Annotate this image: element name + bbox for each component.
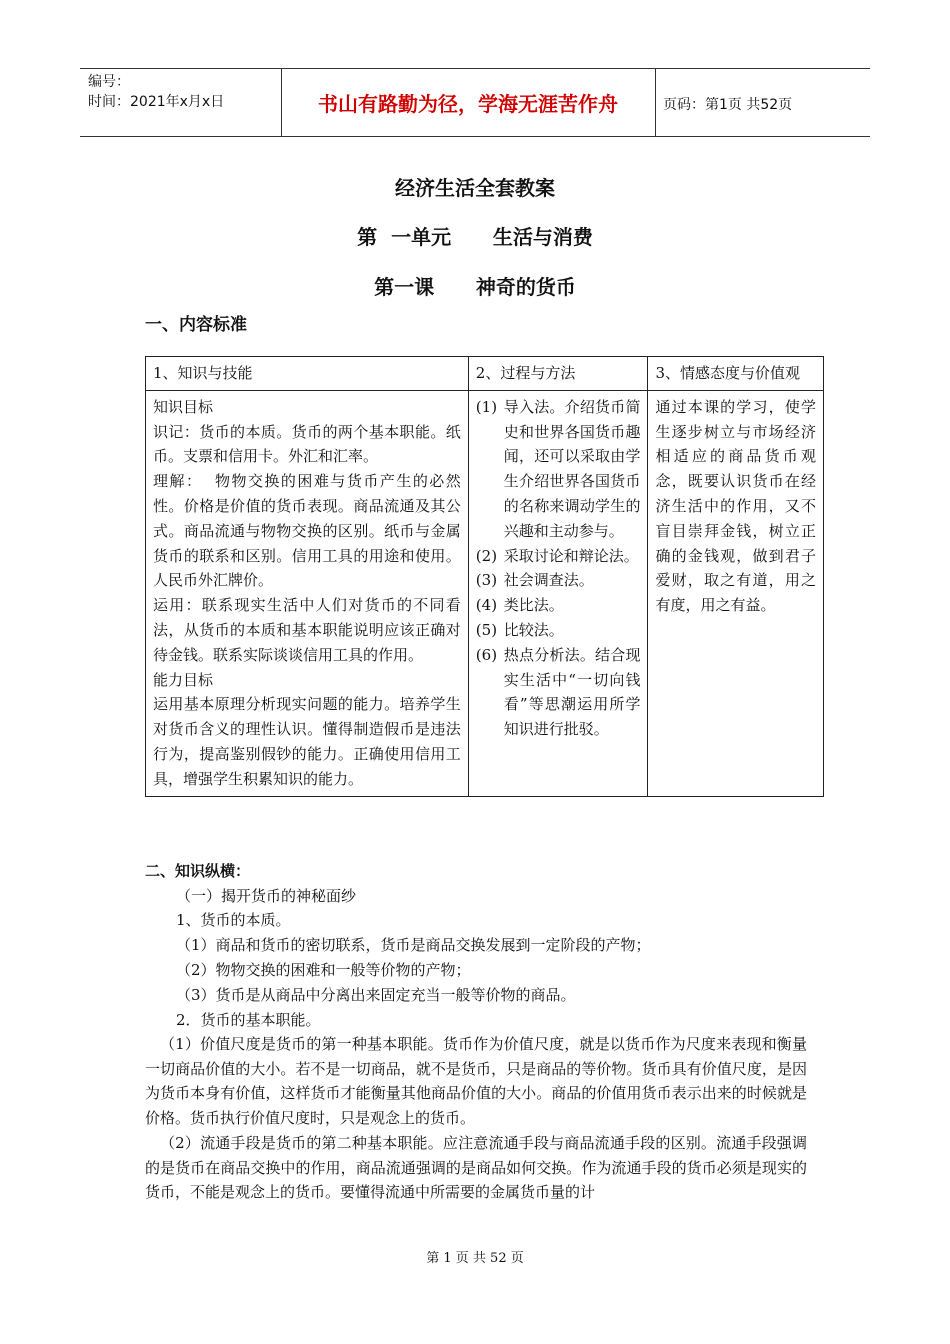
item-line: （1）商品和货币的密切联系，货币是商品交换发展到一定阶段的产物；	[176, 936, 651, 954]
lesson-title: 第一课 神奇的货币	[374, 275, 576, 299]
table-header-row	[146, 357, 824, 391]
list-text: 类比法。	[503, 596, 564, 615]
paragraph: （2）流通手段是货币的第二种基本职能。应注意流通手段与商品流通手段的区别。流通手段强调的是货币在商品交换中的作用，商品流通强调的是商品如何交换。作为流通手段的货币必须是现实的货币，不能是观念上的货币。要懂得流通中所需要的金属货币量的计	[145, 1134, 807, 1202]
process-methods-cell	[468, 390, 648, 796]
knowledge-skills-cell	[146, 390, 469, 796]
list-text: 导入法。介绍货币简史和世界各国货币趣闻，还可以采取由学生介绍世界各国货币的名称来调动学生的兴趣和主动参与。	[503, 397, 641, 540]
table-body-row	[146, 390, 824, 796]
list-item	[476, 593, 641, 618]
table-header-cell: 2、过程与方法	[468, 357, 648, 391]
list-item	[476, 568, 641, 593]
item-heading: 1、货币的本质。	[176, 911, 291, 929]
date-label: 时间：2021年x月x日	[88, 94, 225, 110]
cell-line: 知识目标	[153, 397, 214, 416]
unit-title: 第 一单元 生活与消费	[357, 225, 593, 249]
header-motto: 书山有路勤为径，学海无涯苦作舟	[318, 91, 618, 116]
content-standard-table	[145, 356, 824, 797]
list-number: (2)	[475, 546, 498, 565]
list-item	[476, 618, 641, 643]
cell-line: 运用基本原理分析现实问题的能力。培养学生对货币含义的理性认识。懂得制造假币是违法行为，提高鉴别假钞的能力。正确使用信用工具，增强学生积累知识的能力。	[153, 695, 461, 788]
header-page-info: 页码：第1页 共52页	[663, 97, 793, 113]
item-heading: 2．货币的基本职能。	[176, 1011, 321, 1029]
table-header-cell: 3、情感态度与价值观	[648, 357, 824, 391]
paragraph: （1）价值尺度是货币的第一种基本职能。货币作为价值尺度，就是以货币作为尺度来表现和衡量一切商品价值的大小。若不是一切商品，就不是货币，只是商品的等价物。货币具有价值尺度，是因为货币本身有价值，这样货币才能衡量其他商品价值的大小。商品的价值用货币表示出来的时候就是价格。货币执行价值尺度时，只是观念上的货币。	[145, 1035, 807, 1127]
section-heading: 二、知识纵横：	[145, 862, 251, 880]
section-heading: 一、内容标准	[145, 315, 247, 335]
page-footer: 第 1 页 共 52 页	[426, 1251, 524, 1266]
list-text: 采取讨论和辩论法。	[503, 546, 639, 565]
cell-line: 能力目标	[153, 670, 214, 689]
list-text: 比较法。	[503, 620, 564, 639]
list-number: (5)	[475, 620, 498, 639]
list-text: 热点分析法。结合现实生活中“一切向钱看”等思潮运用所学知识进行批驳。	[503, 645, 641, 739]
item-line: （3）货币是从商品中分离出来固定充当一般等价物的商品。	[176, 986, 576, 1004]
methods-list	[476, 395, 641, 742]
subsection-title: （一）揭开货币的神秘面纱	[176, 887, 357, 905]
item-line: （2）物物交换的困难和一般等价物的产物；	[176, 961, 471, 979]
header-bottom-rule	[80, 136, 870, 137]
list-text: 社会调查法。	[503, 571, 594, 590]
cell-line: 运用：联系现实生活中人们对货币的不同看法，从货币的本质和基本职能说明应该正确对待金钱。联系实际谈谈信用工具的作用。	[153, 596, 461, 664]
cell-line: 理解： 物物交换的困难与货币产生的必然性。价格是价值的货币表现。商品流通及其公式。商品流通与物物交换的区别。纸币与金属货币的联系和区别。信用工具的用途和使用。人民币外汇牌价。	[153, 472, 461, 590]
header-meta	[88, 72, 224, 112]
list-number: (6)	[475, 645, 498, 664]
attitude-values-cell: 通过本课的学习，使学生逐步树立与市场经济相适应的商品货币观念，既要认识货币在经济生活中的作用，又不盲目崇拜金钱，树立正确的金钱观，做到君子爱财，取之有道，用之有度，用之有益。	[648, 390, 824, 796]
header-divider	[655, 68, 656, 136]
list-item	[476, 544, 641, 569]
list-number: (3)	[475, 571, 498, 590]
number-label: 编号：	[88, 74, 130, 90]
list-number: (1)	[475, 397, 498, 416]
list-item	[476, 643, 641, 742]
doc-title: 经济生活全套教案	[395, 176, 555, 200]
table-header-cell: 1、知识与技能	[146, 357, 469, 391]
list-number: (4)	[475, 596, 498, 615]
list-item	[476, 395, 641, 544]
cell-line: 识记：货币的本质。货币的两个基本职能。纸币。支票和信用卡。外汇和汇率。	[153, 422, 461, 466]
